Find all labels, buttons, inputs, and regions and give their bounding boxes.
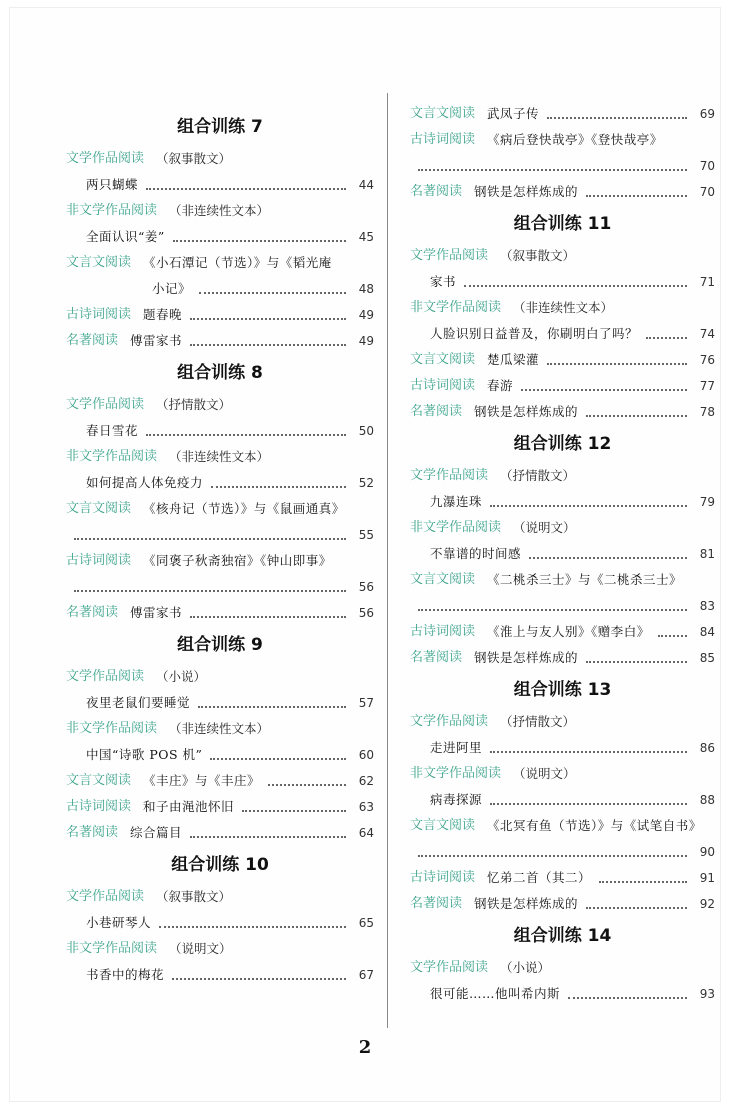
toc-entry-continued[interactable] [410, 153, 715, 179]
dot-leader [418, 169, 687, 171]
section-header [66, 716, 374, 742]
section-header [66, 146, 374, 172]
dot-leader [646, 337, 687, 339]
toc-entry[interactable] [66, 470, 374, 496]
dot-leader [198, 706, 346, 708]
toc-entry-continued[interactable] [410, 593, 715, 619]
section-label: 文学作品阅读 [66, 151, 145, 166]
dot-leader [242, 810, 346, 812]
section-label: 非文学作品阅读 [410, 766, 502, 781]
section-label: 名著阅读 [66, 825, 119, 840]
dot-leader [211, 486, 346, 488]
toc-entry[interactable] [410, 567, 715, 593]
entry-title: 《同褒子秋斋独宿》《钟山即事》 [143, 553, 332, 568]
toc-left-column [66, 108, 374, 988]
entry-title: 钢铁是怎样炼成的 [474, 650, 579, 665]
toc-entry[interactable] [66, 768, 374, 794]
section-label: 非文学作品阅读 [66, 941, 158, 956]
section-label: 文言文阅读 [66, 501, 132, 516]
column-divider [387, 93, 388, 1028]
dot-leader [490, 751, 687, 753]
entry-title: 《二桃杀三士》与《二桃杀三士》 [487, 572, 683, 587]
entry-title: 《核舟记（节选）》与《鼠画通真》 [143, 501, 345, 516]
toc-entry[interactable] [66, 496, 374, 522]
toc-entry[interactable] [66, 224, 374, 250]
group-title: 组合训练 8 [177, 363, 263, 383]
entry-page: 56 [358, 580, 374, 594]
entry-page: 69 [699, 107, 715, 121]
entry-page: 86 [699, 741, 715, 755]
dot-leader [658, 635, 687, 637]
section-header [410, 463, 715, 489]
section-label: 文言文阅读 [410, 352, 476, 367]
toc-entry[interactable] [410, 891, 715, 917]
toc-entry[interactable] [66, 962, 374, 988]
dot-leader [172, 978, 346, 980]
toc-entry[interactable] [410, 101, 715, 127]
entry-title: 如何提高人体免疫力 [86, 475, 204, 490]
toc-entry[interactable] [410, 735, 715, 761]
toc-right-column [410, 101, 715, 1007]
group-title: 组合训练 12 [513, 434, 612, 454]
toc-entry[interactable] [66, 328, 374, 354]
entry-page: 84 [699, 625, 715, 639]
entry-page: 70 [699, 185, 715, 199]
entry-title: 书香中的梅花 [86, 967, 165, 982]
section-header [66, 392, 374, 418]
toc-entry[interactable] [410, 645, 715, 671]
toc-entry[interactable] [410, 489, 715, 515]
toc-entry-continued[interactable] [66, 574, 374, 600]
section-label: 名著阅读 [66, 333, 119, 348]
dot-leader [74, 590, 346, 592]
dot-leader [529, 557, 687, 559]
entry-page: 70 [699, 159, 715, 173]
section-header [66, 444, 374, 470]
entry-title: 楚瓜梁灌 [487, 352, 540, 367]
entry-title: 全面认识“姜” [86, 229, 165, 244]
entry-title: 《淮上与友人别》《赠李白》 [487, 624, 650, 639]
section-header [410, 243, 715, 269]
entry-page: 67 [358, 968, 374, 982]
entry-page: 57 [358, 696, 374, 710]
genre-label: （小说） [500, 960, 551, 975]
dot-leader [190, 616, 346, 618]
genre-label: （非连续性文本） [169, 449, 270, 464]
entry-page: 79 [699, 495, 715, 509]
group-title: 组合训练 10 [171, 855, 269, 875]
entry-page: 93 [699, 987, 715, 1001]
entry-title: 《丰庄》与《丰庄》 [143, 773, 261, 788]
entry-page: 90 [699, 845, 715, 859]
dot-leader [268, 784, 346, 786]
entry-title: 春游 [487, 378, 514, 393]
section-label: 文言文阅读 [410, 818, 476, 833]
section-label: 名著阅读 [410, 896, 463, 911]
section-label: 文学作品阅读 [66, 397, 145, 412]
entry-title: 走进阿里 [430, 740, 483, 755]
group-title: 组合训练 9 [177, 635, 263, 655]
entry-page: 71 [699, 275, 715, 289]
section-label: 非文学作品阅读 [66, 721, 158, 736]
dot-leader [210, 758, 346, 760]
entry-title: 《病后登快哉亭》《登快哉亭》 [487, 132, 663, 147]
section-label: 文学作品阅读 [410, 714, 489, 729]
genre-label: （说明文） [169, 941, 232, 956]
entry-page: 56 [358, 606, 374, 620]
dot-leader [586, 907, 687, 909]
entry-title: 中国“诗歌 POS 机” [86, 747, 203, 762]
dot-leader [418, 855, 687, 857]
toc-entry-continued[interactable] [66, 522, 374, 548]
genre-label: （叙事散文） [156, 889, 232, 904]
toc-entry[interactable] [410, 981, 715, 1007]
toc-entry[interactable] [66, 276, 374, 302]
entry-title: 忆弟二首（其二） [487, 870, 592, 885]
section-header [410, 515, 715, 541]
section-label: 非文学作品阅读 [66, 203, 158, 218]
section-label: 非文学作品阅读 [410, 300, 502, 315]
section-label: 文言文阅读 [66, 255, 132, 270]
genre-label: （抒情散文） [500, 468, 576, 483]
group-title: 组合训练 13 [513, 680, 612, 700]
dot-leader [568, 997, 687, 999]
entry-page: 76 [699, 353, 715, 367]
entry-title: 傅雷家书 [130, 333, 183, 348]
dot-leader [418, 609, 687, 611]
section-label: 古诗词阅读 [66, 307, 132, 322]
entry-title: 很可能……他叫希内斯 [430, 986, 561, 1001]
entry-page: 49 [358, 334, 374, 348]
section-header [410, 295, 715, 321]
toc-entry[interactable] [66, 794, 374, 820]
toc-entry-continued[interactable] [410, 839, 715, 865]
dot-leader [190, 344, 346, 346]
entry-title: 两只蝴蝶 [86, 177, 139, 192]
section-label: 文学作品阅读 [410, 468, 489, 483]
entry-title: 综合篇目 [130, 825, 183, 840]
dot-leader [74, 538, 346, 540]
entry-page: 64 [358, 826, 374, 840]
entry-page: 62 [358, 774, 374, 788]
dot-leader [586, 661, 687, 663]
entry-page: 60 [358, 748, 374, 762]
entry-page: 49 [358, 308, 374, 322]
genre-label: （非连续性文本） [169, 203, 270, 218]
dot-leader [586, 415, 687, 417]
toc-entry[interactable] [410, 787, 715, 813]
section-header [66, 884, 374, 910]
section-label: 文言文阅读 [66, 773, 132, 788]
entry-page: 78 [699, 405, 715, 419]
toc-page [10, 8, 720, 1101]
entry-title: 小巷研琴人 [86, 915, 152, 930]
entry-page: 65 [358, 916, 374, 930]
dot-leader [490, 505, 687, 507]
section-header [66, 664, 374, 690]
dot-leader [599, 881, 687, 883]
entry-page: 91 [699, 871, 715, 885]
group-title: 组合训练 7 [177, 117, 263, 137]
group-title: 组合训练 14 [513, 926, 612, 946]
entry-page: 55 [358, 528, 374, 542]
entry-title: 钢铁是怎样炼成的 [474, 896, 579, 911]
dot-leader [146, 188, 346, 190]
section-header [410, 761, 715, 787]
section-header [410, 955, 715, 981]
group-title: 组合训练 11 [513, 214, 612, 234]
toc-entry[interactable] [66, 302, 374, 328]
dot-leader [547, 117, 687, 119]
entry-page: 74 [699, 327, 715, 341]
dot-leader [586, 195, 687, 197]
section-label: 非文学作品阅读 [410, 520, 502, 535]
toc-entry[interactable] [410, 619, 715, 645]
toc-entry[interactable] [410, 269, 715, 295]
page-number: 2 [358, 1037, 372, 1058]
entry-page: 52 [358, 476, 374, 490]
section-label: 文学作品阅读 [66, 669, 145, 684]
section-label: 古诗词阅读 [410, 132, 476, 147]
entry-title: 人脸识别日益普及，你刷明白了吗？ [430, 326, 639, 341]
toc-entry[interactable] [410, 373, 715, 399]
section-label: 文学作品阅读 [410, 960, 489, 975]
section-label: 古诗词阅读 [410, 624, 476, 639]
section-label: 文学作品阅读 [410, 248, 489, 263]
entry-title: 傅雷家书 [130, 605, 183, 620]
entry-page: 48 [358, 282, 374, 296]
entry-page: 45 [358, 230, 374, 244]
genre-label: （抒情散文） [156, 397, 232, 412]
genre-label: （抒情散文） [500, 714, 576, 729]
genre-label: （说明文） [513, 766, 576, 781]
section-label: 非文学作品阅读 [66, 449, 158, 464]
section-label: 文言文阅读 [410, 572, 476, 587]
section-header [66, 198, 374, 224]
entry-title: 钢铁是怎样炼成的 [474, 404, 579, 419]
entry-title: 家书 [430, 274, 457, 289]
entry-page: 81 [699, 547, 715, 561]
entry-page: 44 [358, 178, 374, 192]
section-label: 名著阅读 [410, 650, 463, 665]
entry-title: 《小石潭记（节选）》与《韬光庵 [143, 255, 332, 270]
section-label: 古诗词阅读 [66, 799, 132, 814]
dot-leader [490, 803, 687, 805]
toc-entry[interactable] [66, 820, 374, 846]
entry-page: 85 [699, 651, 715, 665]
dot-leader [190, 318, 346, 320]
toc-entry[interactable] [66, 250, 374, 276]
entry-title: 不靠谱的时间感 [430, 546, 522, 561]
genre-label: （叙事散文） [500, 248, 576, 263]
dot-leader [521, 389, 687, 391]
toc-entry[interactable] [410, 321, 715, 347]
entry-title: 和子由渑池怀旧 [143, 799, 235, 814]
entry-page: 88 [699, 793, 715, 807]
toc-entry[interactable] [410, 127, 715, 153]
toc-entry[interactable] [410, 347, 715, 373]
genre-label: （小说） [156, 669, 207, 684]
entry-title: 《北冥有鱼（节选）》与《试笔自书》 [487, 818, 702, 833]
section-header [410, 709, 715, 735]
toc-entry[interactable] [66, 600, 374, 626]
toc-entry[interactable] [66, 690, 374, 716]
entry-title: 武凤子传 [487, 106, 540, 121]
section-label: 古诗词阅读 [410, 378, 476, 393]
entry-title: 病毒探源 [430, 792, 483, 807]
entry-title: 钢铁是怎样炼成的 [474, 184, 579, 199]
genre-label: （非连续性文本） [513, 300, 614, 315]
dot-leader [159, 926, 346, 928]
section-label: 文学作品阅读 [66, 889, 145, 904]
dot-leader [199, 292, 346, 294]
section-label: 文言文阅读 [410, 106, 476, 121]
section-label: 古诗词阅读 [66, 553, 132, 568]
genre-label: （说明文） [513, 520, 576, 535]
toc-entry[interactable] [410, 813, 715, 839]
section-label: 名著阅读 [410, 184, 463, 199]
entry-page: 63 [358, 800, 374, 814]
section-label: 名著阅读 [66, 605, 119, 620]
section-label: 古诗词阅读 [410, 870, 476, 885]
dot-leader [146, 434, 346, 436]
toc-entry[interactable] [66, 910, 374, 936]
section-label: 名著阅读 [410, 404, 463, 419]
entry-page: 92 [699, 897, 715, 911]
dot-leader [464, 285, 687, 287]
toc-entry[interactable] [410, 541, 715, 567]
toc-entry[interactable] [66, 172, 374, 198]
entry-page: 50 [358, 424, 374, 438]
genre-label: （叙事散文） [156, 151, 232, 166]
entry-page: 77 [699, 379, 715, 393]
toc-entry[interactable] [66, 418, 374, 444]
toc-entry[interactable] [410, 865, 715, 891]
dot-leader [173, 240, 346, 242]
section-header [66, 936, 374, 962]
entry-title: 春日雪花 [86, 423, 139, 438]
genre-label: （非连续性文本） [169, 721, 270, 736]
entry-title: 夜里老鼠们要睡觉 [86, 695, 191, 710]
entry-title: 题春晚 [143, 307, 183, 322]
entry-page: 83 [699, 599, 715, 613]
entry-title: 小记》 [152, 281, 192, 296]
dot-leader [190, 836, 346, 838]
toc-entry[interactable] [410, 179, 715, 205]
entry-title: 九瀑连珠 [430, 494, 483, 509]
dot-leader [547, 363, 687, 365]
toc-entry[interactable] [66, 742, 374, 768]
toc-entry[interactable] [410, 399, 715, 425]
toc-entry[interactable] [66, 548, 374, 574]
